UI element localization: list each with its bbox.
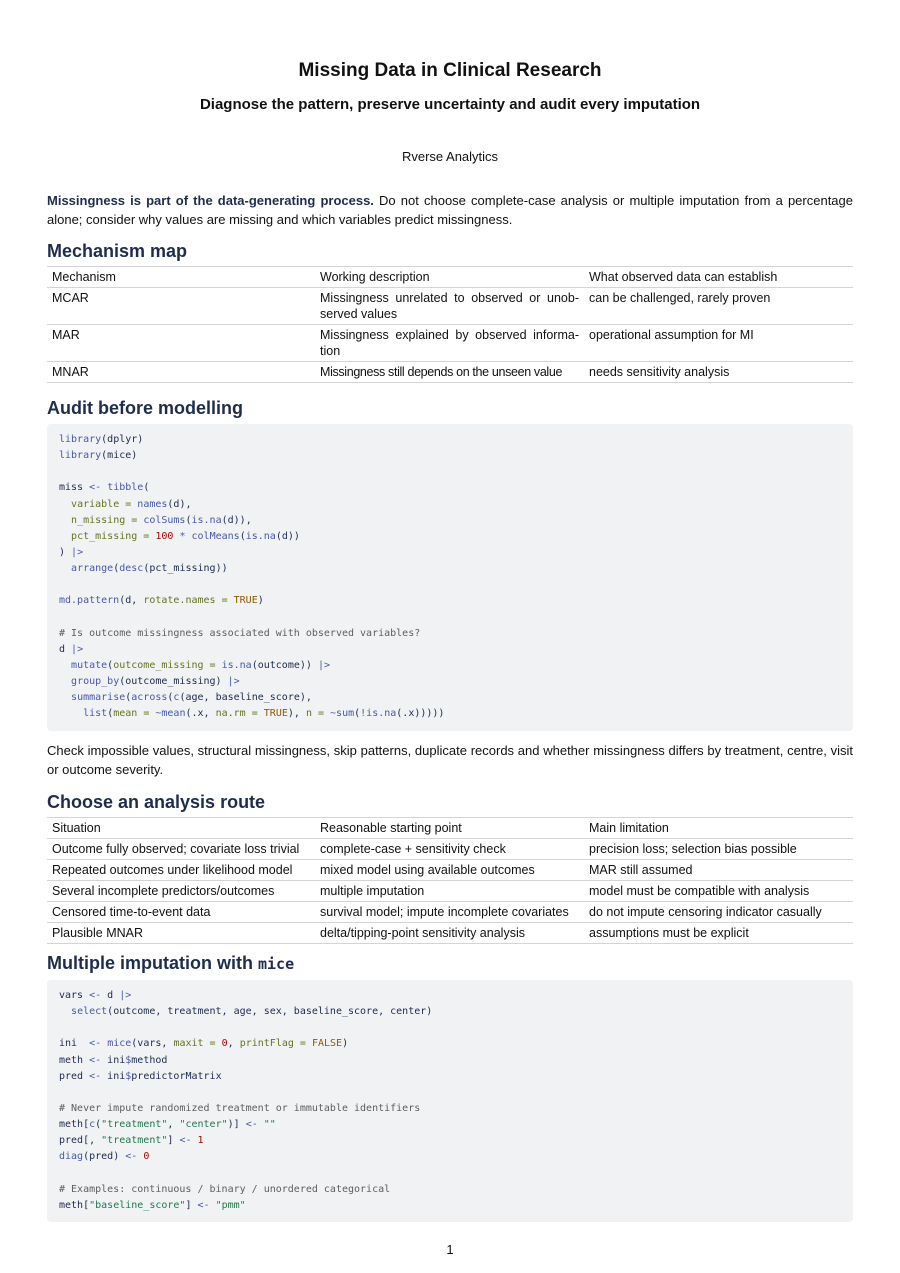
- code-line: [59, 545, 841, 561]
- audit-code-block: [47, 424, 853, 731]
- table-header-row: [47, 818, 853, 839]
- code-token: mice: [107, 1038, 132, 1050]
- code-line: [59, 1020, 841, 1036]
- table-cell: MAR still assumed: [584, 860, 853, 881]
- table-row: [47, 902, 853, 923]
- code-token: mean =: [113, 708, 150, 720]
- code-token: n_missing =: [71, 514, 138, 526]
- code-line: [59, 658, 841, 674]
- code-line: [59, 561, 841, 577]
- analysis-route-table: [47, 817, 853, 944]
- code-token: diag: [59, 1151, 84, 1163]
- code-token: [59, 563, 71, 574]
- code-token: variable =: [71, 498, 132, 510]
- table-row: [47, 362, 853, 383]
- code-token: meth[: [59, 1119, 90, 1131]
- table-cell: MAR: [47, 325, 315, 362]
- table-cell: precision loss; selection bias possible: [584, 839, 853, 860]
- code-token: (: [354, 708, 361, 720]
- code-token: "center": [179, 1119, 228, 1131]
- code-token: colMeans: [191, 530, 240, 542]
- code-line: [59, 706, 841, 722]
- code-line: [59, 690, 841, 706]
- code-token: [59, 692, 71, 703]
- code-token: ): [257, 595, 264, 607]
- table-cell: multiple imputation: [315, 881, 584, 902]
- code-token: na.rm =: [215, 708, 258, 720]
- code-line: [59, 464, 841, 480]
- code-token: (.x,: [185, 708, 216, 720]
- section-heading-audit: Audit before modelling: [47, 398, 243, 418]
- code-token: miss: [59, 482, 90, 494]
- code-token: is.na: [245, 530, 276, 542]
- code-token: (dplyr): [101, 434, 144, 445]
- code-token: colSums: [143, 514, 186, 526]
- table-row: [47, 325, 853, 362]
- code-token: *: [179, 530, 186, 542]
- code-line: [59, 1004, 841, 1020]
- code-token: (: [167, 692, 174, 704]
- table-cell: operational assumption for MI: [584, 325, 853, 362]
- code-token: "treatment": [101, 1135, 168, 1147]
- code-token: <-: [89, 482, 102, 494]
- code-line: [59, 529, 841, 545]
- code-line: [59, 1117, 841, 1133]
- table-cell: Missingness unrelated to observed or unob-served values: [315, 288, 584, 325]
- code-line: [59, 577, 841, 593]
- code-token: maxit =: [173, 1038, 216, 1050]
- code-token: pred: [59, 1070, 90, 1082]
- code-token: 0: [221, 1038, 228, 1050]
- code-token: md.pattern: [59, 595, 120, 607]
- code-token: ~sum: [330, 708, 355, 720]
- table-row: [47, 288, 853, 325]
- table-cell: model must be compatible with analysis: [584, 881, 853, 902]
- code-token: (vars,: [131, 1038, 174, 1050]
- code-token: library: [59, 434, 102, 445]
- code-token: is.na: [191, 514, 222, 526]
- code-line: [59, 1069, 841, 1085]
- table-header-cell: Reasonable starting point: [315, 818, 584, 839]
- table-cell: mixed model using available outcomes: [315, 860, 584, 881]
- code-token: across: [131, 692, 168, 704]
- code-token: (: [185, 514, 192, 526]
- code-token: (outcome, treatment, age, sex, baseline_score, center): [107, 1006, 433, 1018]
- table-cell: Repeated outcomes under likelihood model: [47, 860, 315, 881]
- code-line: [59, 1101, 841, 1117]
- code-token: names: [137, 498, 168, 510]
- code-token: list: [83, 708, 108, 720]
- code-token: summarise: [71, 692, 126, 704]
- table-header-cell: Situation: [47, 818, 315, 839]
- table-header-cell: Mechanism: [47, 267, 315, 288]
- code-token: (mice): [101, 450, 138, 462]
- table-header-cell: What observed data can establish: [584, 267, 853, 288]
- code-token: is.na: [221, 659, 252, 671]
- code-token: (outcome)): [251, 659, 318, 671]
- code-token: # Never impute randomized treatment or immutable identifiers: [59, 1102, 421, 1114]
- code-token: 1: [197, 1135, 204, 1147]
- table-cell: Plausible MNAR: [47, 923, 315, 944]
- audit-note-paragraph: Check impossible values, structural missingness, skip patterns, duplicate records and whether missingness differs by treatment, centre, visit or outcome severity.: [47, 743, 853, 777]
- code-token: 0: [143, 1151, 150, 1163]
- code-token: predictorMatrix: [131, 1070, 222, 1082]
- code-token: (d)),: [221, 514, 252, 526]
- code-token: n =: [305, 708, 324, 720]
- mice-heading-code: mice: [257, 955, 295, 973]
- code-token: ,: [227, 1038, 240, 1050]
- code-token: group_by: [71, 676, 120, 688]
- table-cell: needs sensitivity analysis: [584, 362, 853, 383]
- code-line: [59, 1036, 841, 1052]
- code-token: (pred): [83, 1151, 126, 1163]
- code-line: [59, 513, 841, 529]
- code-line: [59, 674, 841, 690]
- section-heading-mechanism: Mechanism map: [47, 241, 188, 261]
- code-line: [59, 1133, 841, 1149]
- code-token: [59, 499, 71, 510]
- code-token: |>: [71, 546, 84, 558]
- code-token: (: [113, 563, 120, 575]
- code-line: [59, 497, 841, 513]
- code-token: select: [71, 1006, 108, 1018]
- table-row: [47, 839, 853, 860]
- document-title: Missing Data in Clinical Research: [298, 60, 602, 81]
- mechanism-table: [47, 266, 853, 383]
- code-token: # Is outcome missingness associated with observed variables?: [59, 627, 421, 639]
- code-token: <-: [89, 1038, 102, 1050]
- table-row: [47, 923, 853, 944]
- intro-paragraph: [47, 191, 853, 229]
- code-token: (d),: [167, 498, 192, 510]
- table-cell: delta/tipping-point sensitivity analysis: [315, 923, 584, 944]
- code-token: <-: [89, 1070, 102, 1082]
- code-token: |>: [71, 643, 84, 655]
- code-token: (.x))))): [396, 708, 445, 720]
- code-token: d: [101, 990, 120, 1001]
- code-token: rotate.names =: [143, 595, 228, 607]
- code-token: (: [107, 659, 114, 671]
- code-token: c: [173, 692, 180, 704]
- code-token: vars: [59, 990, 90, 1001]
- code-token: # Examples: continuous / binary / unordered categorical: [59, 1183, 391, 1195]
- code-token: mutate: [71, 659, 108, 671]
- code-token: TRUE: [263, 708, 288, 720]
- code-token: "treatment": [101, 1119, 168, 1131]
- code-token: c: [89, 1119, 96, 1131]
- code-token: meth[: [59, 1199, 90, 1211]
- code-token: (d)): [275, 530, 300, 542]
- code-line: [59, 626, 841, 642]
- code-token: [59, 660, 71, 671]
- document-subtitle: Diagnose the pattern, preserve uncertainty and audit every imputation: [199, 96, 701, 113]
- code-line: [59, 1149, 841, 1165]
- table-cell: Outcome fully observed; covariate loss trivial: [47, 839, 315, 860]
- code-token: ini: [101, 1054, 126, 1066]
- table-cell: Missingness still depends on the unseen value: [315, 362, 584, 383]
- code-token: ~mean: [155, 708, 186, 720]
- table-row: [47, 881, 853, 902]
- code-token: outcome_missing =: [113, 659, 216, 671]
- code-token: <-: [125, 1151, 138, 1163]
- code-token: ),: [287, 708, 306, 720]
- table-cell: MCAR: [47, 288, 315, 325]
- code-token: [59, 708, 83, 719]
- section-heading-route: Choose an analysis route: [47, 792, 266, 812]
- code-token: )]: [227, 1119, 246, 1131]
- code-line: [59, 610, 841, 626]
- code-token: ini: [101, 1070, 126, 1082]
- code-token: <-: [179, 1135, 192, 1147]
- table-cell: MNAR: [47, 362, 315, 383]
- code-token: method: [131, 1054, 168, 1066]
- code-token: library: [59, 450, 102, 462]
- code-line: [59, 448, 841, 464]
- code-token: ]: [185, 1199, 198, 1211]
- code-token: $: [125, 1054, 132, 1066]
- code-line: [59, 1085, 841, 1101]
- code-token: (d,: [119, 595, 144, 607]
- code-token: "pmm": [215, 1199, 246, 1211]
- table-cell: can be challenged, rarely proven: [584, 288, 853, 325]
- code-line: [59, 480, 841, 496]
- table-row: [47, 860, 853, 881]
- code-token: !is.na: [360, 708, 397, 720]
- code-token: [59, 676, 71, 687]
- document-author: Rverse Analytics: [401, 149, 499, 164]
- table-cell: Censored time-to-event data: [47, 902, 315, 923]
- code-token: ]: [167, 1135, 180, 1147]
- code-token: <-: [89, 990, 102, 1001]
- code-token: pct_missing =: [71, 530, 150, 542]
- code-token: arrange: [71, 563, 114, 575]
- table-cell: Missingness explained by observed informa-tion: [315, 325, 584, 362]
- code-token: ): [342, 1038, 349, 1050]
- code-line: [59, 1053, 841, 1069]
- code-token: <-: [245, 1119, 258, 1131]
- table-cell: assumptions must be explicit: [584, 923, 853, 944]
- table-cell: complete-case + sensitivity check: [315, 839, 584, 860]
- code-token: $: [125, 1070, 132, 1082]
- code-token: <-: [197, 1199, 210, 1211]
- code-token: printFlag =: [239, 1038, 306, 1050]
- section-heading-mice: [47, 952, 294, 975]
- code-token: (age, baseline_score),: [179, 692, 312, 704]
- mice-code-block: [47, 980, 853, 1222]
- code-token: "baseline_score": [89, 1199, 186, 1211]
- code-token: |>: [317, 659, 330, 671]
- code-token: pred[,: [59, 1135, 102, 1147]
- table-header-cell: Main limitation: [584, 818, 853, 839]
- code-line: [59, 1182, 841, 1198]
- table-header-cell: Working description: [315, 267, 584, 288]
- page-number: 1: [446, 1242, 454, 1257]
- table-cell: do not impute censoring indicator casually: [584, 902, 853, 923]
- code-token: desc: [119, 563, 144, 575]
- code-token: (: [239, 530, 246, 542]
- code-token: (pct_missing)): [143, 563, 228, 575]
- code-token: (: [143, 482, 150, 494]
- table-header-row: [47, 267, 853, 288]
- table-cell: survival model; impute incomplete covariates: [315, 902, 584, 923]
- mice-heading-text: Multiple imputation with: [47, 953, 258, 973]
- code-token: (outcome_missing): [119, 676, 228, 688]
- code-line: [59, 432, 841, 448]
- intro-text: Do not choose complete-case analysis or multiple imputation from a percentage alone; consider why values are missing and which variables predict missingness.: [47, 193, 853, 227]
- code-token: tibble: [107, 482, 144, 494]
- code-token: "": [263, 1119, 276, 1131]
- table-cell: Several incomplete predictors/outcomes: [47, 881, 315, 902]
- code-token: (: [95, 1119, 102, 1131]
- intro-bold-lead: Missingness is part of the data-generating process.: [47, 193, 374, 208]
- code-token: ,: [167, 1119, 180, 1131]
- code-line: [59, 642, 841, 658]
- code-token: <-: [89, 1054, 102, 1066]
- code-line: [59, 1166, 841, 1182]
- code-line: [59, 593, 841, 609]
- code-token: [59, 1006, 71, 1017]
- code-token: TRUE: [233, 595, 258, 607]
- code-token: FALSE: [311, 1038, 343, 1050]
- code-token: (: [107, 708, 114, 720]
- code-token: (: [125, 692, 132, 704]
- code-token: meth: [59, 1054, 90, 1066]
- code-token: |>: [227, 676, 240, 688]
- code-token: [59, 515, 71, 526]
- code-line: [59, 988, 841, 1004]
- code-token: ): [59, 546, 72, 558]
- code-token: 100: [155, 530, 174, 542]
- code-line: [59, 1198, 841, 1214]
- code-token: d: [59, 643, 72, 655]
- code-token: [59, 531, 71, 542]
- code-token: |>: [119, 990, 132, 1001]
- code-token: ini: [59, 1038, 90, 1050]
